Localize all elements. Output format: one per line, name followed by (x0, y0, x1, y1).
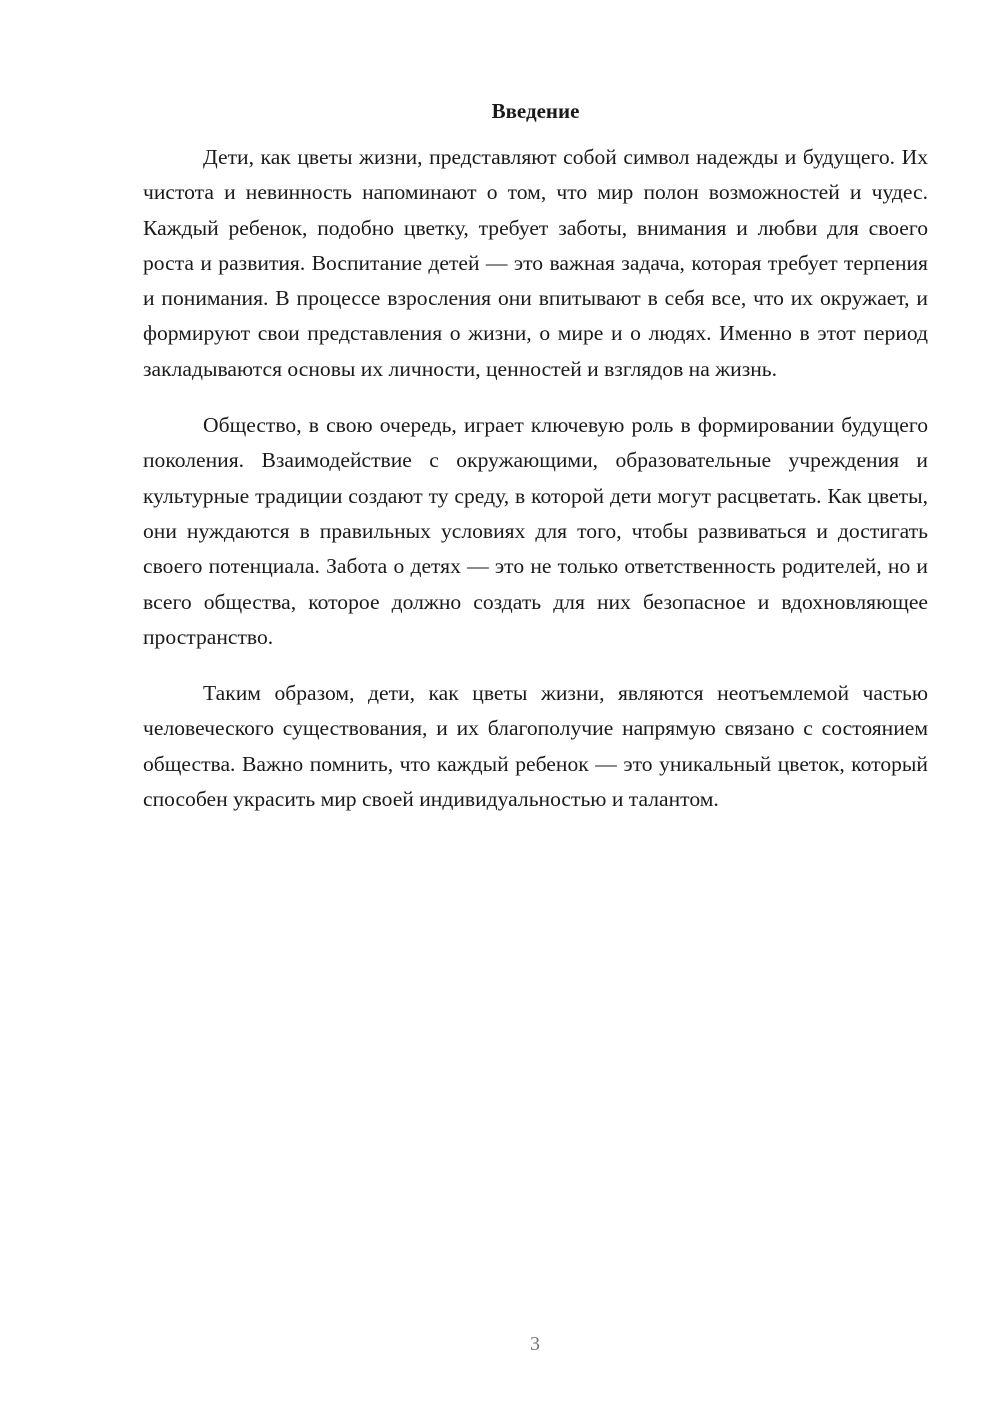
section-heading: Введение (491, 99, 580, 123)
page-number: 3 (530, 1333, 540, 1355)
paragraph-3: Таким образом, дети, как цветы жизни, являются неотъемлемой частью человеческого существования, и их благополучие напрямую связано с состоянием общества. Важно помнить, что каждый ребенок — это уникальный цветок, который способен украсить мир своей индивидуальностью и талантом. (143, 681, 928, 812)
paragraph-2: Общество, в свою очередь, играет ключевую роль в формировании будущего поколения. Взаимодействие с окружающими, образовательные учреждения и культурные традиции создают ту среду, в которой дети могут расцветать. Как цветы, они нуждаются в правильных условиях для того, чтобы развиваться и достигать своего потенциала. Забота о детях — это не только ответственность родителей, но и всего общества, которое должно создать для них безопасное и вдохновляющее пространство. (143, 413, 928, 649)
document-body (143, 96, 928, 838)
paragraph-1: Дети, как цветы жизни, представляют собой символ надежды и будущего. Их чистота и невинность напоминают о том, что мир полон возможностей и чудес. Каждый ребенок, подобно цветку, требует заботы, внимания и любви для своего роста и развития. Воспитание детей — это важная задача, которая требует терпения и понимания. В процессе взросления они впитывают в себя все, что их окружает, и формируют свои представления о жизни, о мире и о людях. Именно в этот период закладываются основы их личности, ценностей и взглядов на жизнь. (143, 145, 928, 381)
